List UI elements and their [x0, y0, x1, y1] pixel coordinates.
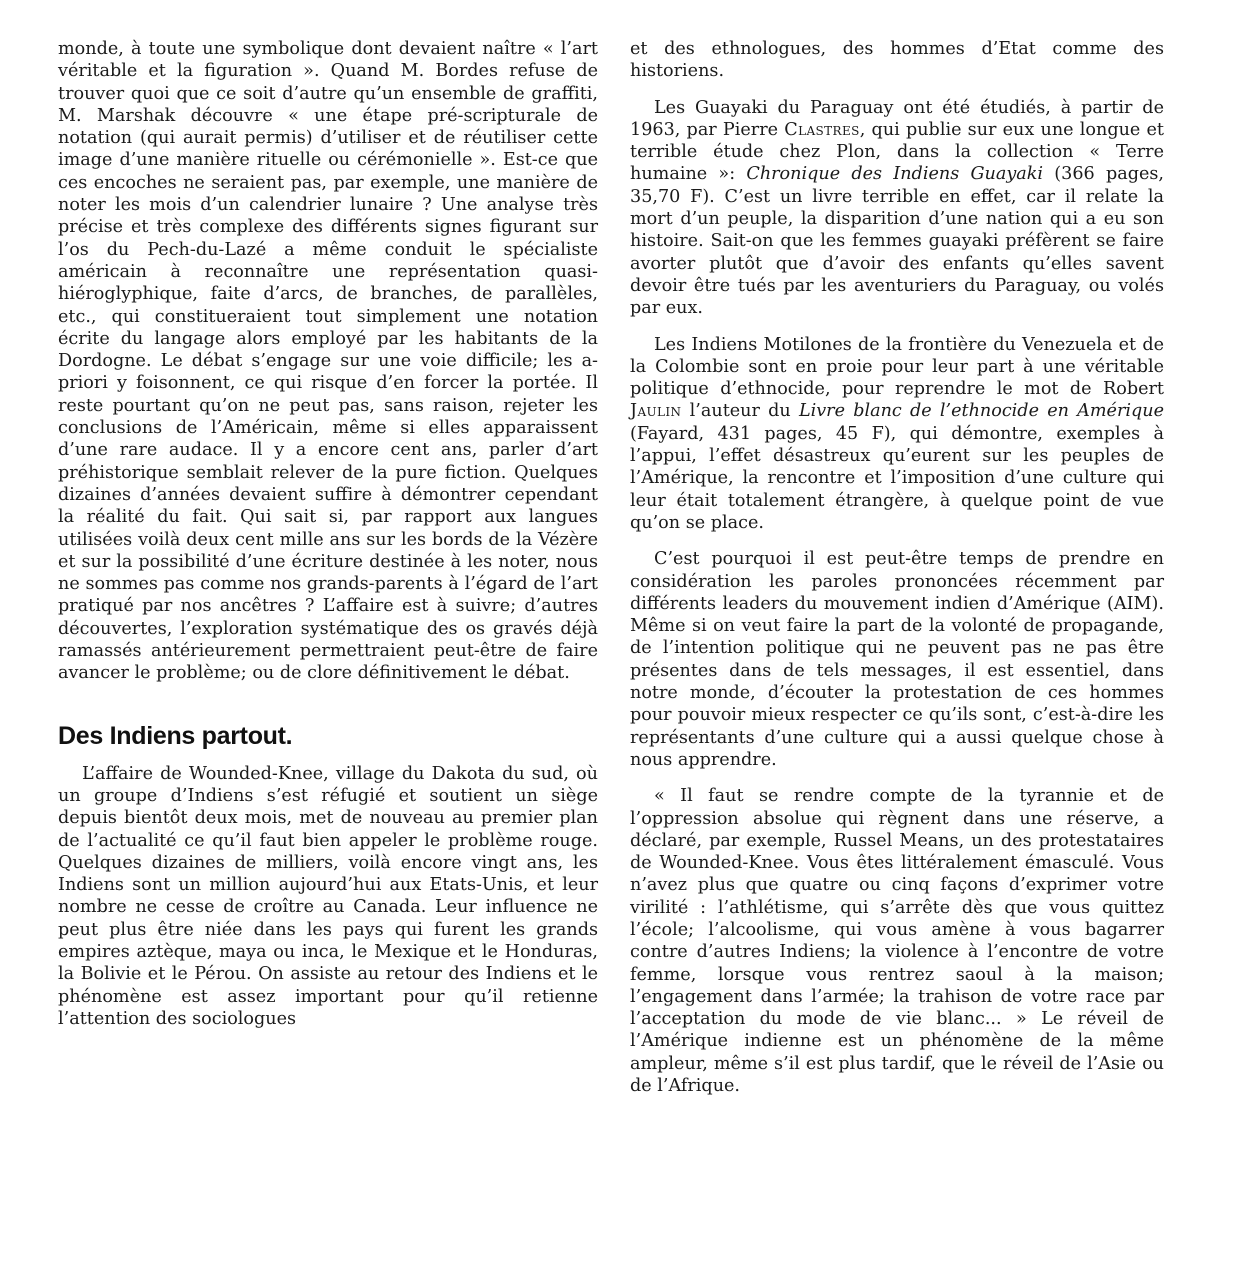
- author-name: Clastres: [784, 119, 860, 140]
- left-paragraph-1: monde, à toute une symbolique dont devaient naître « l’art véritable et la figuration ». Quand M. Bordes refuse de trouver quoi que ce soit d’autre qu’un ensemble de graffiti, M. Marshak découvre « une étape pré-scripturale de notation (qui aurait permis) d’utiliser et de réutiliser cette image d’une manière rituelle ou cérémonielle ». Est-ce que ces encoches ne seraient pas, par exemple, une manière de noter les mois d’un calendrier lunaire ? Une analyse très précise et très complexe des différents signes figurant sur l’os du Pech-du-Lazé a même conduit le spécialiste américain à reconnaître une représentation quasi-hiéroglyphique, faite d’arcs, de branches, de parallèles, etc., qui constitueraient tout simplement une notation écrite du langage alors employé par les habitants de la Dordogne. Le débat s’engage sur une voie difficile; les a-priori y foisonnent, ce qui risque d’en forcer la portée. Il reste pourtant qu’on ne peut pas, sans raison, rejeter les conclusions de l’Américain, même si elles apparaissent d’une rare audace. Il y a encore cent ans, parler d’art préhistorique semblait relever de la pure fiction. Quelques dizaines d’années devaient suffire à démontrer cependant la réalité du fait. Qui sait si, par rapport aux langues utilisées voilà deux cent mille ans sur les bords de la Vézère et sur la possibilité d’une écriture destinée à les noter, nous ne sommes pas comme nos grands-parents à l’égard de l’art pratiqué par nos ancêtres ? L’affaire est à suivre; d’autres découvertes, l’exploration systématique des os gravés déjà ramassés antérieurement permettraient peut-être de faire avancer le problème; ou de clore définitivement le débat.: [58, 39, 598, 684]
- paragraph-text: , qui publie sur eux une longue et terrible étude chez Plon, dans la collection « Terre humaine »:: [630, 119, 1164, 185]
- paragraph-text: (366 pages, 35,70 F). C’est un livre terrible en effet, car il relate la mort d’un peuple, la disparition d’une nation qui a eu son histoire. Sait-on que les femmes guayaki préfèrent se faire avorter plutôt que d’avoir des enfants qu’elles savent devoir être tués par les aventuriers du Paraguay, ou volés par eux.: [630, 164, 1164, 319]
- right-paragraph-4: C’est pourquoi il est peut-être temps de prendre en considération les paroles prononcées récemment par différents leaders du mouvement indien d’Amérique (AIM). Même si on veut faire la part de la volonté de propagande, de l’intention politique qui ne peuvent pas ne pas être présentes dans de tels messages, il est essentiel, dans notre monde, d’écouter la protestation de ces hommes pour pouvoir mieux respecter ce qu’ils sont, c’est-à-dire les représentants d’une culture qui a aussi quelque chose à nous apprendre.: [630, 549, 1164, 770]
- paragraph-text: l’auteur du: [681, 401, 799, 422]
- paragraph-text: Les Guayaki du Paraguay ont été étudiés, à partir de 1963, par Pierre: [630, 97, 1164, 140]
- left-paragraph-2: L’affaire de Wounded-Knee, village du Dakota du sud, où un groupe d’Indiens s’est réfugié et soutient un siège depuis bientôt deux mois, met de nouveau au premier plan de l’actualité ce qu’il faut bien appeler le problème rouge. Quelques dizaines de milliers, voilà encore vingt ans, les Indiens sont un million aujourd’hui aux Etats-Unis, et leur nombre ne cesse de croître au Canada. Leur influence ne peut plus être niée dans les pays qui furent les grands empires aztèque, maya ou inca, le Mexique et le Honduras, la Bolivie et le Pérou. On assiste au retour des Indiens et le phénomène est assez important pour qu’il retienne l’attention des sociologues: [58, 763, 598, 1029]
- right-paragraph-3: [630, 334, 1164, 535]
- author-name: Jaulin: [630, 401, 682, 422]
- right-paragraph-5: « Il faut se rendre compte de la tyrannie et de l’oppression absolue qui règnent dans une réserve, a déclaré, par exemple, Russel Means, un des protestataires de Wounded-Knee. Vous êtes littéralement émasculé. Vous n’avez plus que quatre ou cinq façons d’exprimer votre virilité : l’athlétisme, qui s’arrête dès que vous quittez l’école; l’alcoolisme, qui vous amène à vous bagarrer contre d’autres Indiens; la violence à l’encontre de votre femme, lorsque vous rentrez saoul à la maison; l’engagement dans l’armée; la trahison de votre race par l’acceptation du mode de vie blanc... » Le réveil de l’Amérique indienne est un phénomène de la même ampleur, même s’il est plus tardif, que le réveil de l’Asie ou de l’Afrique.: [630, 786, 1164, 1097]
- right-paragraph-2: [630, 97, 1164, 320]
- paragraph-text: Les Indiens Motilones de la frontière du Venezuela et de la Colombie sont en proie pour leur part à une véritable politique d’ethnocide, pour reprendre le mot de Robert: [630, 334, 1164, 400]
- left-column: [58, 38, 598, 1030]
- right-column: [630, 38, 1164, 1097]
- paragraph-text: (Fayard, 431 pages, 45 F), qui démontre, exemples à l’appui, l’effet désastreux qu’eurent sur les peuples de l’Amérique, la rencontre et l’imposition d’une culture qui leur était totalement étrangère, à quelque point de vue qu’on se place.: [630, 423, 1164, 533]
- right-paragraph-1: et des ethnologues, des hommes d’Etat comme des historiens.: [630, 39, 1164, 82]
- book-title: Chronique des Indiens Guayaki: [746, 164, 1044, 185]
- book-title: Livre blanc de l’ethnocide en Amérique: [798, 401, 1164, 422]
- section-heading: Des Indiens partout.: [58, 721, 293, 750]
